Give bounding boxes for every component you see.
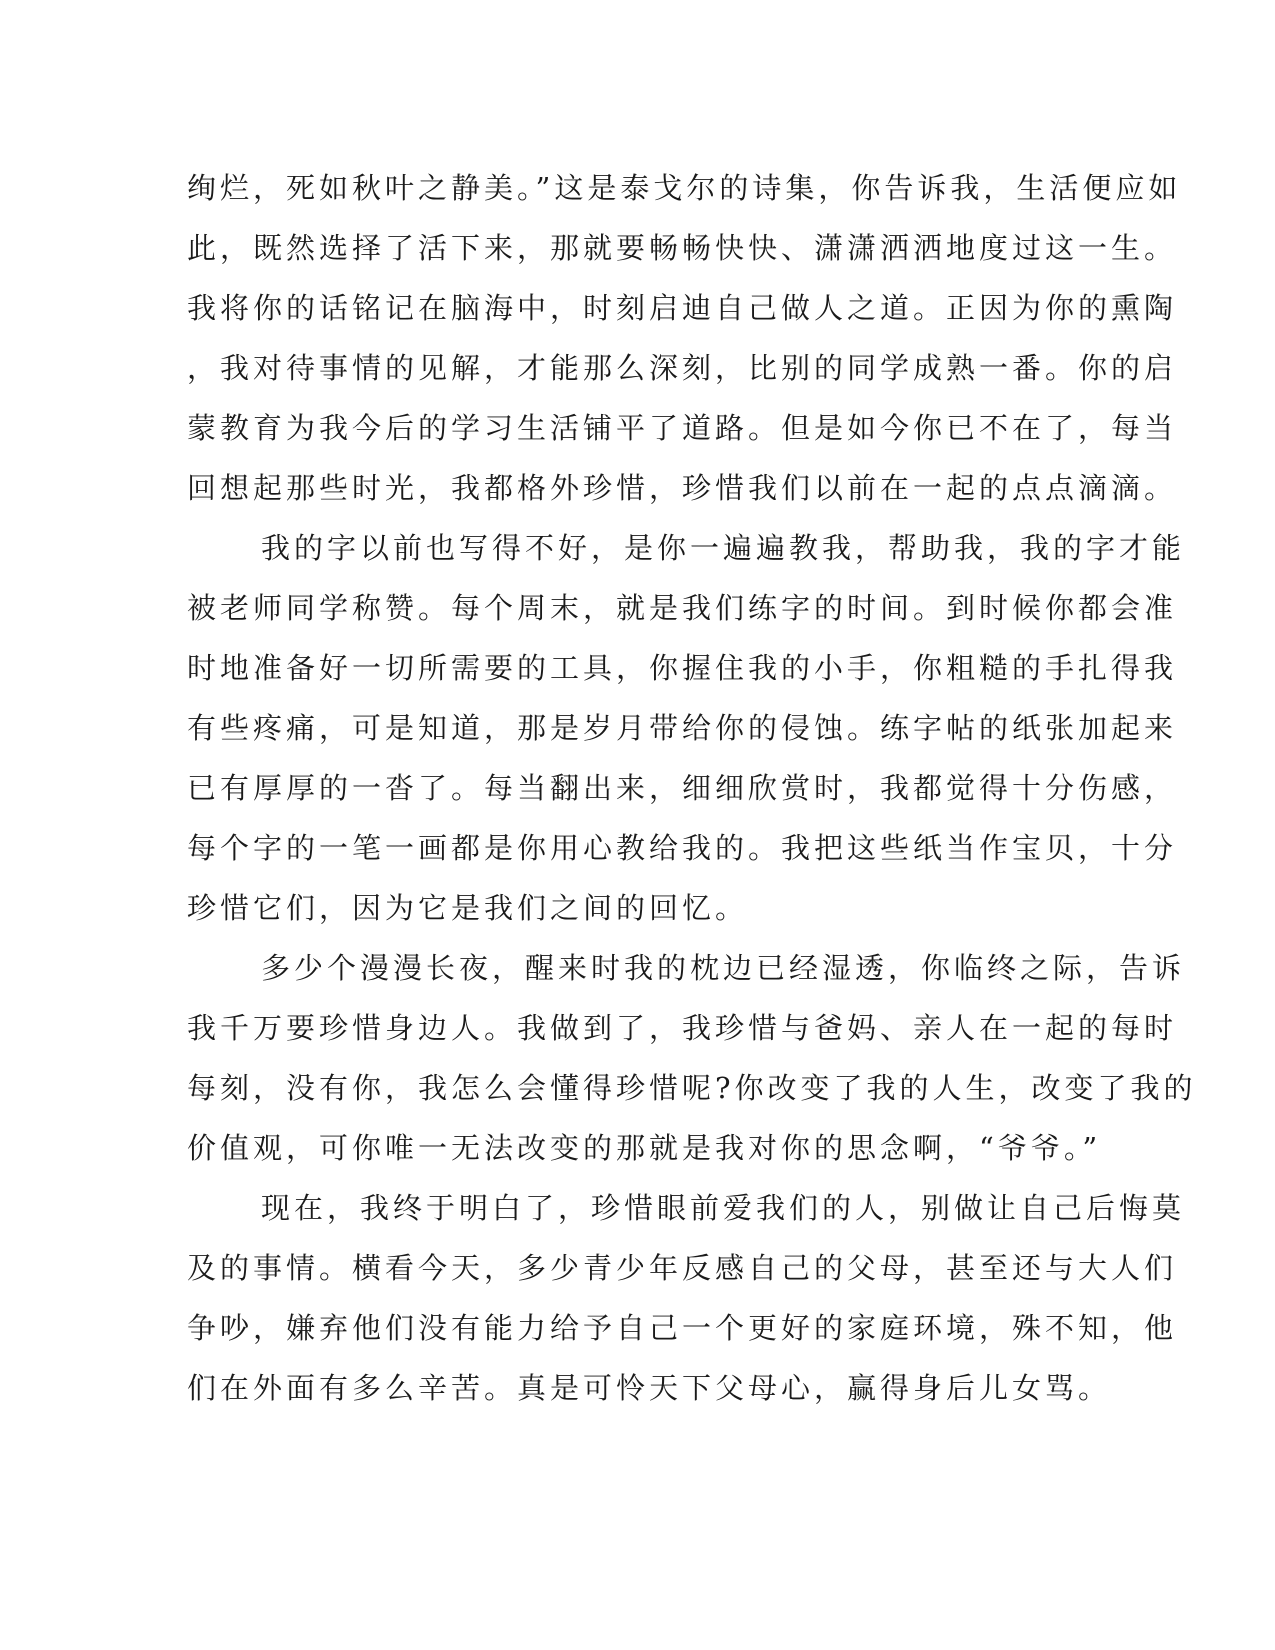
- text-line: 此，既然选择了活下来，那就要畅畅快快、潇潇洒洒地度过这一生。: [187, 231, 1178, 265]
- paragraph-4: [187, 1178, 1186, 1418]
- text-line: ，我对待事情的见解，才能那么深刻，比别的同学成熟一番。你的启: [187, 351, 1178, 385]
- text-line: 被老师同学称赞。每个周末，就是我们练字的时间。到时候你都会准: [187, 591, 1178, 625]
- text-line: 及的事情。横看今天，多少青少年反感自己的父母，甚至还与大人们: [187, 1251, 1178, 1285]
- paragraph-3: [187, 938, 1197, 1178]
- paragraph-2: [187, 518, 1186, 938]
- text-line: 时地准备好一切所需要的工具，你握住我的小手，你粗糙的手扎得我: [187, 651, 1178, 685]
- text-line: 价值观，可你唯一无法改变的那就是我对你的思念啊，“爷爷。”: [187, 1131, 1102, 1165]
- text-line: 们在外面有多么辛苦。真是可怜天下父母心，赢得身后儿女骂。: [187, 1371, 1112, 1405]
- text-line: 有些疼痛，可是知道，那是岁月带给你的侵蚀。练字帖的纸张加起来: [187, 711, 1178, 745]
- text-line: 蒙教育为我今后的学习生活铺平了道路。但是如今你已不在了，每当: [187, 411, 1178, 445]
- text-line: 我千万要珍惜身边人。我做到了，我珍惜与爸妈、亲人在一起的每时: [187, 1011, 1178, 1045]
- text-line: 已有厚厚的一沓了。每当翻出来，细细欣赏时，我都觉得十分伤感，: [187, 771, 1178, 805]
- document-body: [187, 158, 1197, 1418]
- text-line: 绚烂，死如秋叶之静美。”这是泰戈尔的诗集，你告诉我，生活便应如: [187, 171, 1182, 205]
- paragraph-1: [187, 158, 1182, 518]
- text-line: 每个字的一笔一画都是你用心教给我的。我把这些纸当作宝贝，十分: [187, 831, 1178, 865]
- text-line-indented: 多少个漫漫长夜，醒来时我的枕边已经湿透，你临终之际，告诉: [261, 951, 1186, 985]
- text-line: 珍惜它们，因为它是我们之间的回忆。: [187, 891, 749, 925]
- text-line-indented: 我的字以前也写得不好，是你一遍遍教我，帮助我，我的字才能: [261, 531, 1186, 565]
- text-line: 我将你的话铭记在脑海中，时刻启迪自己做人之道。正因为你的熏陶: [187, 291, 1178, 325]
- text-line: 每刻，没有你，我怎么会懂得珍惜呢?你改变了我的人生，改变了我的: [187, 1071, 1197, 1105]
- text-line: 回想起那些时光，我都格外珍惜，珍惜我们以前在一起的点点滴滴。: [187, 471, 1178, 505]
- text-line: 争吵，嫌弃他们没有能力给予自己一个更好的家庭环境，殊不知，他: [187, 1311, 1178, 1345]
- text-line-indented: 现在，我终于明白了，珍惜眼前爱我们的人，别做让自己后悔莫: [261, 1191, 1186, 1225]
